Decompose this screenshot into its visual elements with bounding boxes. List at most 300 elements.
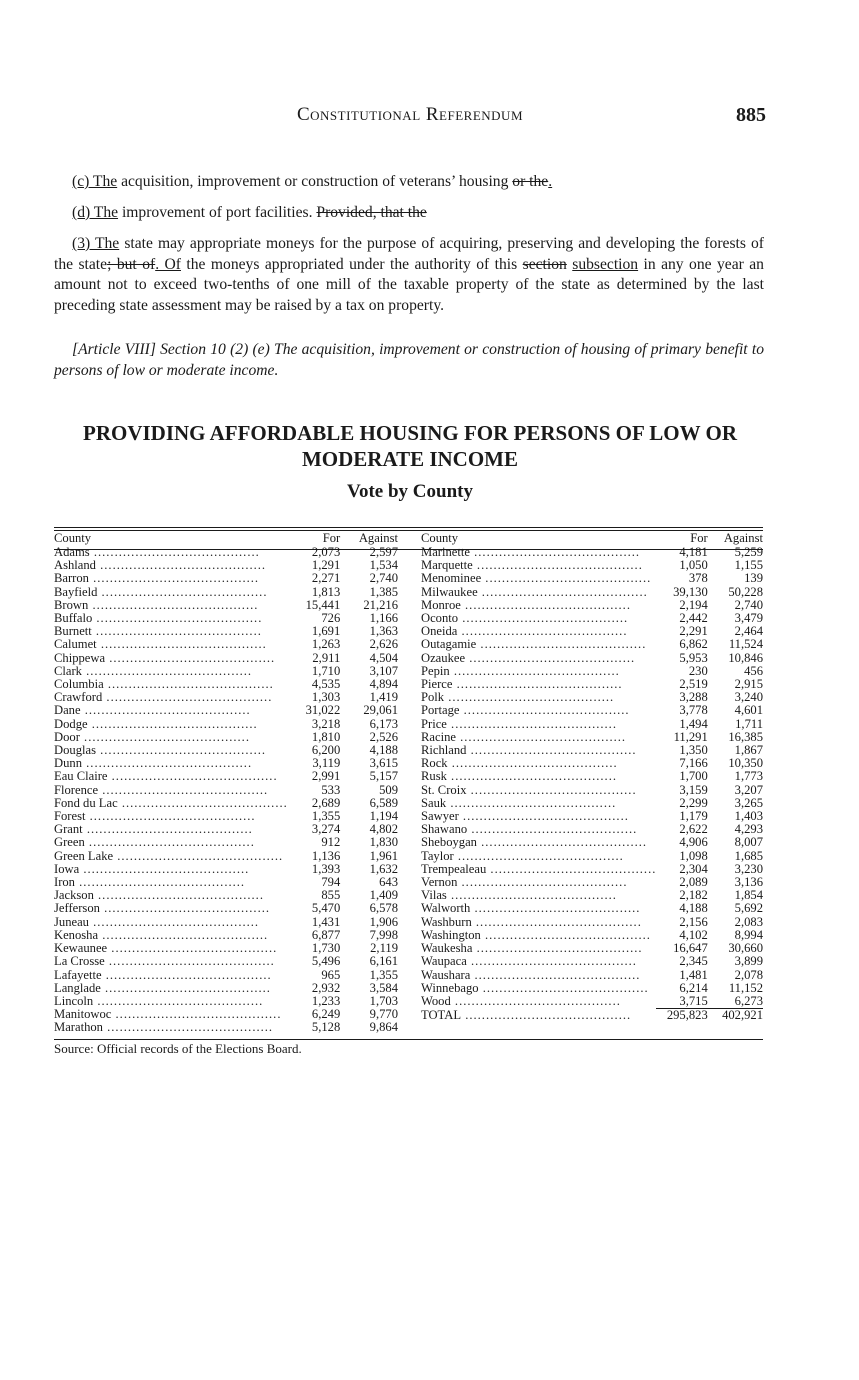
for-votes: 3,218 xyxy=(311,716,341,731)
against-votes: 3,899 xyxy=(734,954,763,969)
for-votes: 2,291 xyxy=(679,624,708,639)
for-votes: 2,689 xyxy=(311,795,341,810)
table-row xyxy=(54,731,398,744)
county-name: Lincoln xyxy=(54,994,94,1008)
section-title: PROVIDING AFFORDABLE HOUSING FOR PERSONS OF LOW OR MODERATE INCOME xyxy=(83,421,737,471)
table-row xyxy=(421,889,763,902)
article-citation: [Article VIII] Section 10 (2) (e) The acquisition, improvement or construction of housing of primary benefit to persons of low or moderate income. xyxy=(54,341,764,379)
against-votes: 4,188 xyxy=(369,743,398,758)
table-row xyxy=(421,770,763,783)
against-votes: 30,660 xyxy=(728,941,763,956)
table-row xyxy=(54,969,398,982)
for-votes: 912 xyxy=(321,835,341,850)
against-votes: 1,419 xyxy=(369,690,398,705)
against-votes: 8,994 xyxy=(734,927,763,942)
against-votes: 4,802 xyxy=(369,822,398,837)
for-votes: 15,441 xyxy=(305,597,341,612)
table-row xyxy=(54,929,398,942)
table-row xyxy=(421,942,763,955)
county-name: Oneida xyxy=(421,625,458,639)
against-votes: 4,504 xyxy=(369,650,398,665)
table-row xyxy=(54,889,398,902)
against-votes: 1,711 xyxy=(735,716,763,731)
table-row xyxy=(54,942,398,955)
county-name: Forest xyxy=(54,810,86,824)
county-name: Sauk xyxy=(421,796,447,810)
paragraph-3-inserted-2: subsection xyxy=(572,255,639,273)
table-row xyxy=(421,955,763,968)
table-bottom-rule xyxy=(54,1039,763,1040)
against-votes: 29,061 xyxy=(363,703,398,718)
table-row xyxy=(54,652,398,665)
table-row xyxy=(421,586,763,599)
table-row xyxy=(54,982,398,995)
for-votes: 2,932 xyxy=(311,980,341,995)
for-votes: 1,813 xyxy=(311,584,341,599)
for-votes: 4,906 xyxy=(679,835,708,850)
county-name: Shawano xyxy=(421,823,468,837)
county-name: Eau Claire xyxy=(54,770,108,784)
against-votes: 4,894 xyxy=(369,677,398,692)
for-votes: 1,700 xyxy=(679,769,708,784)
paragraph-3-struck-1: ; but of xyxy=(107,255,156,273)
for-votes: 16,647 xyxy=(673,941,708,956)
county-name: Jefferson xyxy=(54,902,100,916)
against-votes: 6,273 xyxy=(734,993,763,1008)
county-name: Manitowoc xyxy=(54,1008,112,1022)
against-votes: 3,136 xyxy=(734,875,763,890)
for-votes: 31,022 xyxy=(305,703,341,718)
county-name: Juneau xyxy=(54,915,89,929)
against-votes: 1,355 xyxy=(369,967,398,982)
for-votes: 2,622 xyxy=(679,822,708,837)
county-name: Bayfield xyxy=(54,585,98,599)
for-votes: 726 xyxy=(321,611,341,626)
table-row xyxy=(421,652,763,665)
against-votes: 3,479 xyxy=(734,611,763,626)
county-name: Burnett xyxy=(54,625,92,639)
county-name: Brown xyxy=(54,598,89,612)
table-row xyxy=(54,586,398,599)
for-votes: 1,263 xyxy=(311,637,341,652)
paragraph-d xyxy=(54,203,764,224)
table-row xyxy=(54,612,398,625)
table-row xyxy=(54,572,398,585)
column-header-for: For xyxy=(322,531,341,545)
table-row xyxy=(54,625,398,638)
county-name: Rock xyxy=(421,757,448,771)
total-label: TOTAL xyxy=(421,1008,462,1022)
table-row xyxy=(421,823,763,836)
table-row xyxy=(54,1021,398,1034)
against-votes: 1,363 xyxy=(369,624,398,639)
table-row xyxy=(54,546,398,559)
county-name: Columbia xyxy=(54,678,104,692)
for-votes: 2,991 xyxy=(311,769,341,784)
for-votes: 3,778 xyxy=(679,703,708,718)
against-votes: 2,078 xyxy=(734,967,763,982)
against-votes: 2,626 xyxy=(369,637,398,652)
table-row xyxy=(421,784,763,797)
against-votes: 1,385 xyxy=(369,584,398,599)
against-votes: 2,119 xyxy=(370,941,398,956)
running-title: Constitutional Referendum xyxy=(296,104,524,125)
table-row xyxy=(421,744,763,757)
against-votes: 1,403 xyxy=(734,809,763,824)
against-votes: 1,194 xyxy=(369,809,398,824)
table-row xyxy=(421,876,763,889)
county-name: Florence xyxy=(54,783,99,797)
table-row xyxy=(54,916,398,929)
for-votes: 2,089 xyxy=(679,875,708,890)
against-votes: 1,534 xyxy=(369,558,398,573)
county-name: Green Lake xyxy=(54,849,114,863)
for-votes: 3,159 xyxy=(679,782,708,797)
for-votes: 1,350 xyxy=(679,743,708,758)
for-votes: 6,862 xyxy=(679,637,708,652)
county-name: Ashland xyxy=(54,559,96,573)
for-votes: 5,496 xyxy=(311,954,341,969)
for-votes: 1,710 xyxy=(311,663,341,678)
against-votes: 643 xyxy=(379,875,398,890)
total-for: 295,823 xyxy=(656,1009,707,1023)
county-name: Waupaca xyxy=(421,955,467,969)
for-votes: 2,271 xyxy=(311,571,341,586)
table-row xyxy=(421,995,763,1009)
column-header-for: For xyxy=(690,531,708,545)
county-name: Marquette xyxy=(421,559,473,573)
county-name: Winnebago xyxy=(421,981,479,995)
for-votes: 855 xyxy=(321,888,341,903)
for-votes: 2,304 xyxy=(679,861,708,876)
against-votes: 2,597 xyxy=(369,545,398,559)
for-votes: 2,299 xyxy=(679,795,708,810)
county-name: Waukesha xyxy=(421,942,473,956)
table-row xyxy=(421,850,763,863)
for-votes: 3,274 xyxy=(311,822,341,837)
table-row xyxy=(421,863,763,876)
table-row xyxy=(54,718,398,731)
for-votes: 1,481 xyxy=(679,967,708,982)
against-votes: 3,615 xyxy=(369,756,398,771)
page-number: 885 xyxy=(736,104,766,126)
against-votes: 3,584 xyxy=(369,980,398,995)
vote-table-right xyxy=(421,531,763,1022)
table-header-row xyxy=(54,531,398,546)
table-row xyxy=(54,876,398,889)
table-row xyxy=(54,691,398,704)
table-row xyxy=(421,836,763,849)
against-votes: 6,589 xyxy=(369,795,398,810)
county-name: Wood xyxy=(421,994,451,1009)
county-name: Walworth xyxy=(421,902,471,916)
paragraph-c-struck: or the xyxy=(512,173,549,190)
table-row xyxy=(54,559,398,572)
for-votes: 1,494 xyxy=(679,716,708,731)
county-name: Outagamie xyxy=(421,638,477,652)
for-votes: 11,291 xyxy=(673,729,708,744)
for-votes: 6,200 xyxy=(311,743,341,758)
running-header xyxy=(54,104,766,130)
county-name: Kenosha xyxy=(54,928,99,942)
table-row xyxy=(54,995,398,1008)
county-name: Sheboygan xyxy=(421,836,477,850)
county-name: Trempealeau xyxy=(421,862,487,876)
for-votes: 3,288 xyxy=(679,690,708,705)
county-name: La Crosse xyxy=(54,955,105,969)
table-row xyxy=(421,559,763,572)
county-name: Calumet xyxy=(54,638,97,652)
for-votes: 4,181 xyxy=(679,545,708,559)
county-name: Sawyer xyxy=(421,810,459,824)
table-row xyxy=(421,625,763,638)
for-votes: 6,877 xyxy=(311,927,341,942)
against-votes: 10,350 xyxy=(728,756,763,771)
paragraph-3-part-a: state may appropriate moneys for the purpose of acquiring, preserving and developing the forests of the state xyxy=(54,235,764,273)
table-row xyxy=(54,902,398,915)
source-note: Source: Official records of the Elections Board. xyxy=(54,1041,302,1056)
against-votes: 509 xyxy=(379,782,398,797)
county-name: Kewaunee xyxy=(54,942,108,956)
against-votes: 2,740 xyxy=(369,571,398,586)
for-votes: 230 xyxy=(688,663,708,678)
for-votes: 1,179 xyxy=(679,809,708,824)
against-votes: 1,685 xyxy=(734,848,763,863)
paragraph-d-struck: Provided, that the xyxy=(316,204,427,221)
for-votes: 2,073 xyxy=(311,545,341,559)
against-votes: 16,385 xyxy=(728,729,763,744)
against-votes: 1,409 xyxy=(369,888,398,903)
table-row xyxy=(54,678,398,691)
for-votes: 1,393 xyxy=(311,861,341,876)
paragraph-c xyxy=(54,172,764,193)
for-votes: 6,214 xyxy=(679,980,708,995)
county-name: Vernon xyxy=(421,876,458,890)
table-row xyxy=(421,969,763,982)
paragraph-d-number: (d) The xyxy=(72,204,119,221)
for-votes: 1,730 xyxy=(311,941,341,956)
county-name: Marinette xyxy=(421,546,470,559)
section-subtitle: Vote by County xyxy=(347,481,473,502)
against-votes: 1,854 xyxy=(734,888,763,903)
vote-table-left xyxy=(54,531,398,1035)
against-votes: 2,740 xyxy=(734,597,763,612)
for-votes: 1,810 xyxy=(311,729,341,744)
county-name: Oconto xyxy=(421,612,459,626)
table-row xyxy=(54,704,398,717)
header-rule xyxy=(54,549,763,550)
table-row xyxy=(421,757,763,770)
against-votes: 3,207 xyxy=(734,782,763,797)
paragraph-c-number: (c) The xyxy=(72,173,118,190)
table-row xyxy=(54,638,398,651)
table-row xyxy=(54,863,398,876)
against-votes: 7,998 xyxy=(369,927,398,942)
table-row xyxy=(54,665,398,678)
against-votes: 4,293 xyxy=(734,822,763,837)
for-votes: 4,102 xyxy=(679,927,708,942)
county-name: Waushara xyxy=(421,968,471,982)
for-votes: 3,715 xyxy=(679,993,708,1008)
table-row xyxy=(421,599,763,612)
against-votes: 9,770 xyxy=(369,1007,398,1022)
against-votes: 1,961 xyxy=(369,848,398,863)
table-row xyxy=(421,678,763,691)
table-row xyxy=(421,797,763,810)
column-header-against: Against xyxy=(723,531,763,545)
against-votes: 10,846 xyxy=(728,650,763,665)
against-votes: 1,703 xyxy=(369,993,398,1008)
against-votes: 2,526 xyxy=(369,729,398,744)
for-votes: 1,691 xyxy=(311,624,341,639)
county-name: Richland xyxy=(421,744,467,758)
table-row xyxy=(421,929,763,942)
against-votes: 1,830 xyxy=(369,835,398,850)
county-name: Milwaukee xyxy=(421,585,478,599)
table-row xyxy=(54,599,398,612)
table-row xyxy=(421,638,763,651)
against-votes: 6,578 xyxy=(369,901,398,916)
against-votes: 3,265 xyxy=(734,795,763,810)
against-votes: 3,230 xyxy=(734,861,763,876)
for-votes: 5,470 xyxy=(311,901,341,916)
table-row xyxy=(421,718,763,731)
county-name: Pierce xyxy=(421,678,453,692)
for-votes: 1,431 xyxy=(311,914,341,929)
county-name: Menominee xyxy=(421,572,482,586)
table-row xyxy=(421,612,763,625)
for-votes: 4,188 xyxy=(679,901,708,916)
county-name: Portage xyxy=(421,704,460,718)
for-votes: 2,156 xyxy=(679,914,708,929)
county-name: Pepin xyxy=(421,664,450,678)
for-votes: 6,249 xyxy=(311,1007,341,1022)
county-name: Jackson xyxy=(54,889,94,903)
table-row xyxy=(421,902,763,915)
paragraph-3-part-c: in any one year an amount not to exceed two-tenths of one mill of the taxable property of the state as determined by the last preceding state assessment may be raised by a tax on property. xyxy=(54,255,764,314)
paragraph-3 xyxy=(54,234,764,316)
county-name: Racine xyxy=(421,730,456,744)
table-row xyxy=(421,704,763,717)
against-votes: 1,867 xyxy=(734,743,763,758)
county-name: Taylor xyxy=(421,849,454,863)
total-against: 402,921 xyxy=(708,1009,763,1023)
against-votes: 11,524 xyxy=(728,637,763,652)
table-row xyxy=(54,784,398,797)
county-name: Monroe xyxy=(421,598,461,612)
table-row xyxy=(54,770,398,783)
county-name: Washington xyxy=(421,928,481,942)
for-votes: 2,911 xyxy=(312,650,341,665)
for-votes: 2,345 xyxy=(679,954,708,969)
county-name: Iron xyxy=(54,876,75,890)
county-name: Douglas xyxy=(54,744,96,758)
county-name: Barron xyxy=(54,572,89,586)
for-votes: 5,953 xyxy=(679,650,708,665)
county-name: Grant xyxy=(54,823,83,837)
table-row xyxy=(54,757,398,770)
against-votes: 4,601 xyxy=(734,703,763,718)
column-header-against: Against xyxy=(358,531,398,545)
county-name: Lafayette xyxy=(54,968,102,982)
for-votes: 2,442 xyxy=(679,611,708,626)
county-name: Marathon xyxy=(54,1021,103,1035)
county-name: Ozaukee xyxy=(421,651,466,665)
county-name: Buffalo xyxy=(54,612,93,626)
table-row xyxy=(421,982,763,995)
county-name: Chippewa xyxy=(54,651,106,665)
table-row xyxy=(54,797,398,810)
column-header-county: County xyxy=(54,531,92,545)
paragraph-c-end: . xyxy=(548,173,553,190)
table-row xyxy=(54,823,398,836)
for-votes: 3,119 xyxy=(312,756,341,771)
for-votes: 2,182 xyxy=(679,888,708,903)
table-row xyxy=(421,916,763,929)
county-name: St. Croix xyxy=(421,783,467,797)
paragraph-3-part-b: the moneys appropriated under the authority of this xyxy=(180,255,523,273)
total-row xyxy=(421,1009,763,1023)
against-votes: 8,007 xyxy=(734,835,763,850)
county-name: Polk xyxy=(421,691,445,705)
for-votes: 1,136 xyxy=(311,848,341,863)
against-votes: 50,228 xyxy=(728,584,763,599)
against-votes: 5,259 xyxy=(734,545,763,559)
for-votes: 533 xyxy=(321,782,341,797)
for-votes: 5,128 xyxy=(311,1020,341,1035)
against-votes: 9,864 xyxy=(369,1020,398,1035)
table-row xyxy=(421,572,763,585)
table-row xyxy=(421,810,763,823)
table-row xyxy=(54,1008,398,1021)
against-votes: 1,632 xyxy=(369,861,398,876)
for-votes: 39,130 xyxy=(673,584,708,599)
county-name: Green xyxy=(54,836,85,850)
county-name: Dodge xyxy=(54,717,88,731)
for-votes: 1,098 xyxy=(679,848,708,863)
for-votes: 378 xyxy=(688,571,708,586)
county-name: Crawford xyxy=(54,691,103,705)
county-name: Langlade xyxy=(54,981,101,995)
table-header-row xyxy=(421,531,763,546)
paragraph-d-body: improvement of port facilities. xyxy=(118,204,317,221)
table-top-rule xyxy=(54,527,763,528)
for-votes: 2,194 xyxy=(679,597,708,612)
against-votes: 1,155 xyxy=(734,558,763,573)
for-votes: 1,303 xyxy=(311,690,341,705)
for-votes: 1,233 xyxy=(311,993,341,1008)
for-votes: 965 xyxy=(321,967,341,982)
paragraph-c-body: acquisition, improvement or construction of veterans’ housing xyxy=(117,173,513,190)
against-votes: 6,173 xyxy=(369,716,398,731)
against-votes: 456 xyxy=(744,663,763,678)
county-name: Clark xyxy=(54,664,82,678)
against-votes: 2,915 xyxy=(734,677,763,692)
table-row xyxy=(54,955,398,968)
county-name: Washburn xyxy=(421,915,472,929)
against-votes: 11,152 xyxy=(728,980,763,995)
for-votes: 1,355 xyxy=(311,809,341,824)
county-name: Dane xyxy=(54,704,81,718)
against-votes: 2,464 xyxy=(734,624,763,639)
against-votes: 5,157 xyxy=(369,769,398,784)
county-name: Door xyxy=(54,730,80,744)
for-votes: 7,166 xyxy=(679,756,708,771)
for-votes: 1,050 xyxy=(679,558,708,573)
against-votes: 21,216 xyxy=(363,597,398,612)
county-name: Adams xyxy=(54,546,90,559)
table-row xyxy=(421,691,763,704)
